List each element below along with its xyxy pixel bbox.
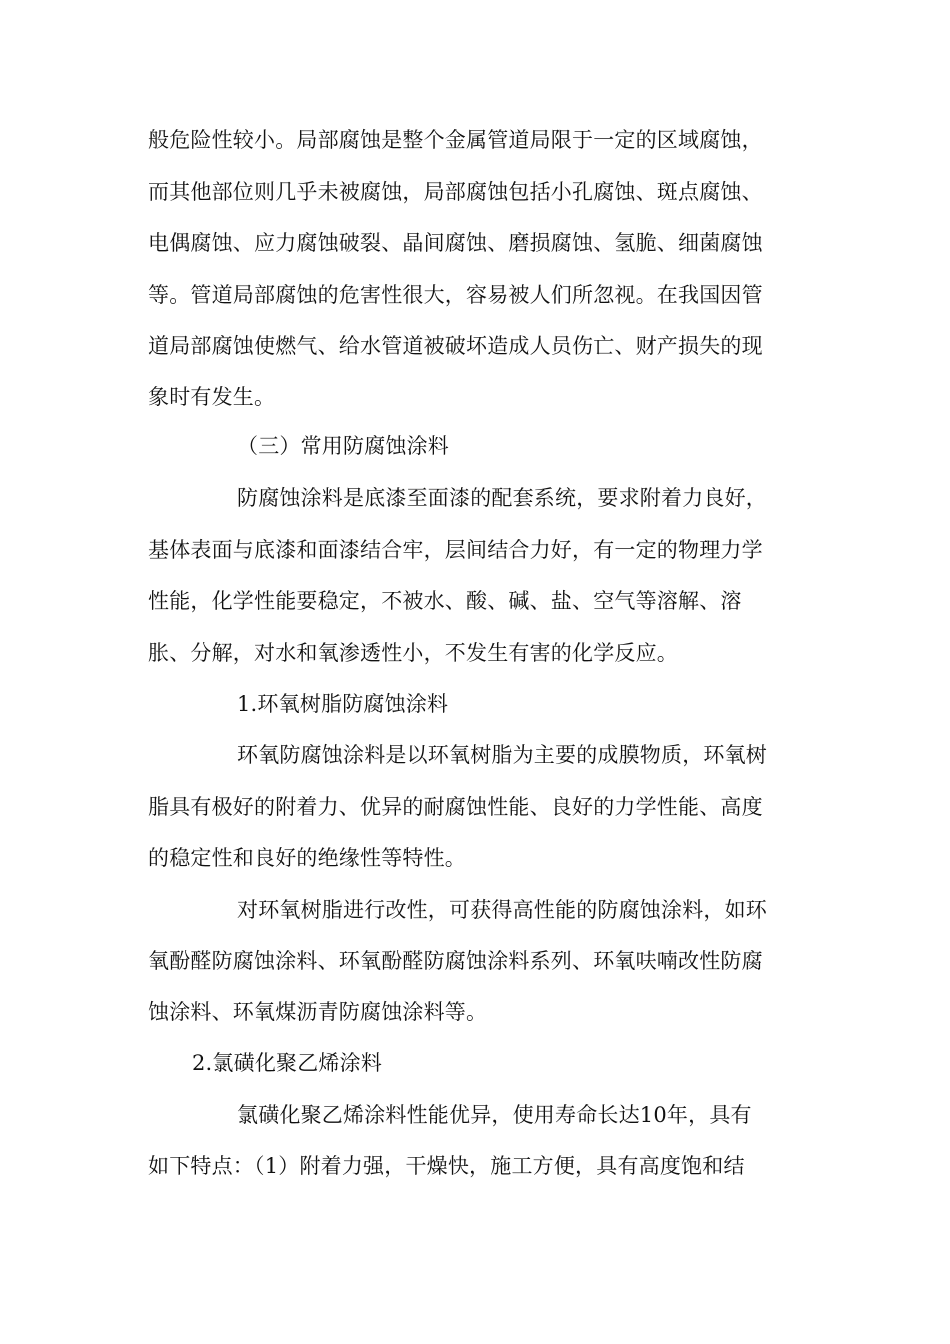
- paragraph-line: 道局部腐蚀使燃气、给水管道被破坏造成人员伤亡、财产损失的现: [148, 334, 763, 358]
- paragraph-line: 电偶腐蚀、应力腐蚀破裂、晶间腐蚀、磨损腐蚀、氢脆、细菌腐蚀: [148, 231, 763, 255]
- paragraph-line: 氯磺化聚乙烯涂料性能优异，使用寿命长达10年，具有: [237, 1103, 752, 1127]
- subsection-heading: 1.环氧树脂防腐蚀涂料: [237, 692, 449, 716]
- paragraph-line: 脂具有极好的附着力、优异的耐腐蚀性能、良好的力学性能、高度: [148, 795, 763, 819]
- section-heading: （三）常用防腐蚀涂料: [237, 434, 449, 458]
- paragraph-line: 如下特点：（1）附着力强，干燥快，施工方便，具有高度饱和结: [148, 1154, 745, 1178]
- paragraph-line: 氧酚醛防腐蚀涂料、环氧酚醛防腐蚀涂料系列、环氧呋喃改性防腐: [148, 949, 763, 973]
- paragraph-line: 而其他部位则几乎未被腐蚀，局部腐蚀包括小孔腐蚀、斑点腐蚀、: [148, 180, 763, 204]
- paragraph-line: 等。管道局部腐蚀的危害性很大，容易被人们所忽视。在我国因管: [148, 283, 763, 307]
- paragraph-line: 对环氧树脂进行改性，可获得高性能的防腐蚀涂料，如环: [237, 898, 767, 922]
- paragraph-line: 的稳定性和良好的绝缘性等特性。: [148, 846, 466, 870]
- paragraph-line: 基体表面与底漆和面漆结合牢，层间结合力好，有一定的物理力学: [148, 538, 763, 562]
- paragraph-line: 象时有发生。: [148, 385, 276, 409]
- paragraph-line: 般危险性较小。局部腐蚀是整个金属管道局限于一定的区域腐蚀，: [148, 128, 763, 152]
- subsection-heading: 2.氯磺化聚乙烯涂料: [192, 1051, 383, 1075]
- paragraph-line: 环氧防腐蚀涂料是以环氧树脂为主要的成膜物质，环氧树: [237, 743, 767, 767]
- paragraph-line: 蚀涂料、环氧煤沥青防腐蚀涂料等。: [148, 1000, 488, 1024]
- paragraph-line: 防腐蚀涂料是底漆至面漆的配套系统，要求附着力良好，: [237, 486, 767, 510]
- paragraph-line: 性能，化学性能要稳定，不被水、酸、碱、盐、空气等溶解、溶: [148, 589, 742, 613]
- paragraph-line: 胀、分解，对水和氧渗透性小，不发生有害的化学反应。: [148, 641, 678, 665]
